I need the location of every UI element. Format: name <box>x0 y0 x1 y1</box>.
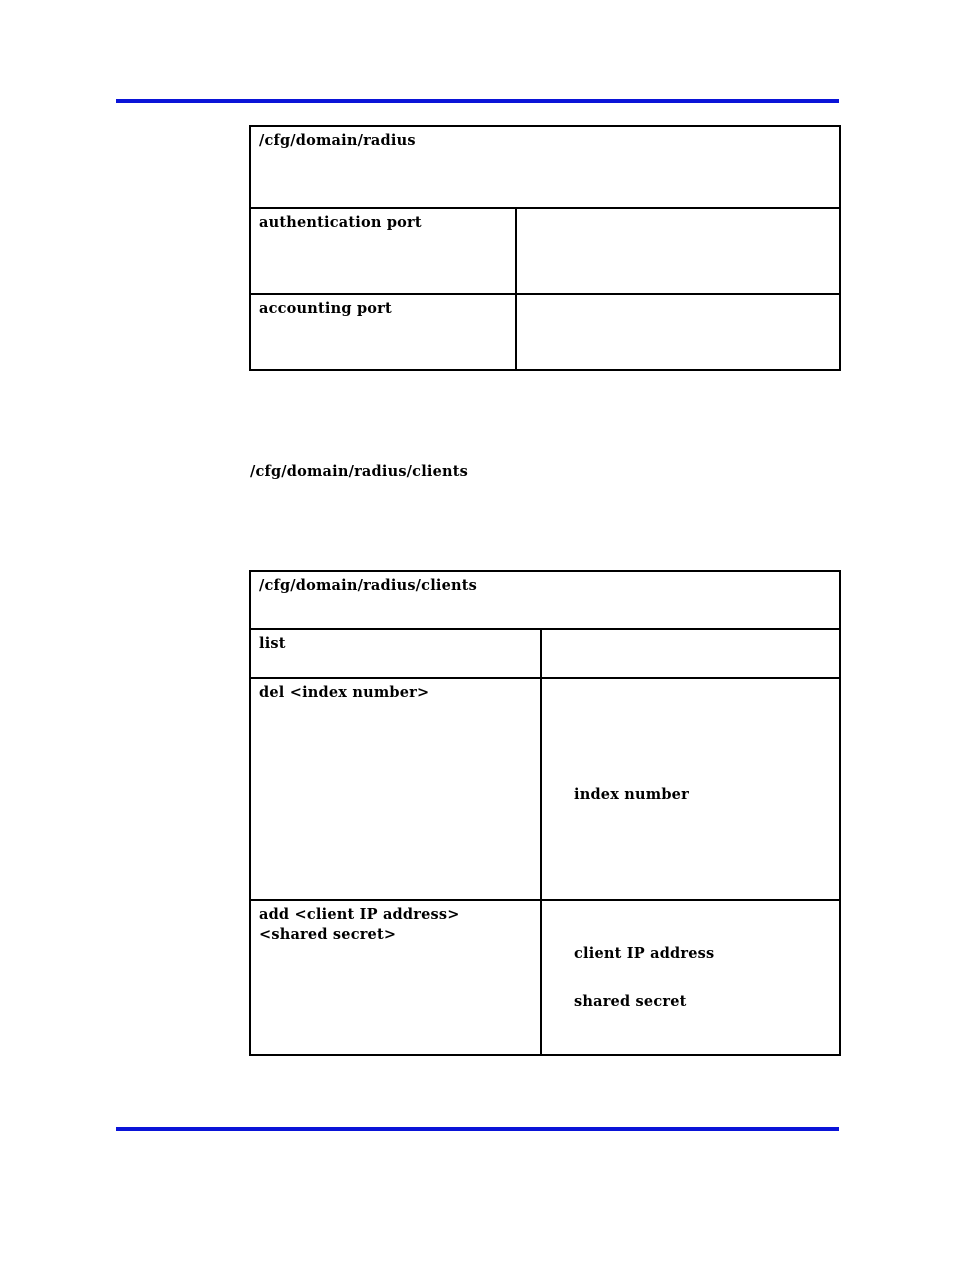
table-row <box>250 294 840 370</box>
radius-command-table <box>249 125 841 371</box>
command-list: list <box>259 635 286 652</box>
table-heading: /cfg/domain/radius <box>259 132 416 149</box>
table-heading-cell <box>250 571 840 629</box>
description-cell <box>516 208 840 294</box>
description-text <box>517 209 839 217</box>
command-accounting-port: accounting port <box>259 300 392 317</box>
description-cell <box>541 900 840 1055</box>
table-row <box>250 208 840 294</box>
table-row <box>250 629 840 678</box>
command-add: add <client IP address> <shared secret> <box>259 906 460 943</box>
param-index-number: index number <box>574 786 689 803</box>
command-cell <box>250 208 516 294</box>
radius-clients-command-table <box>249 570 841 1056</box>
command-cell <box>250 294 516 370</box>
param-client-ip-address: client IP address <box>574 945 715 962</box>
table-row <box>250 678 840 900</box>
section-command-path: /cfg/domain/radius/clients <box>250 463 469 480</box>
command-cell <box>250 900 541 1055</box>
command-cell <box>250 629 541 678</box>
table-heading: /cfg/domain/radius/clients <box>259 577 478 594</box>
description-cell <box>516 294 840 370</box>
description-text <box>517 295 839 303</box>
command-del: del <index number> <box>259 684 430 701</box>
command-cell <box>250 678 541 900</box>
description-cell <box>541 678 840 900</box>
param-shared-secret: shared secret <box>574 993 687 1010</box>
description-cell <box>541 629 840 678</box>
command-authentication-port: authentication port <box>259 214 422 231</box>
table-row <box>250 900 840 1055</box>
table-heading-cell <box>250 126 840 208</box>
header-rule <box>116 99 839 103</box>
footer-rule <box>116 1127 839 1131</box>
